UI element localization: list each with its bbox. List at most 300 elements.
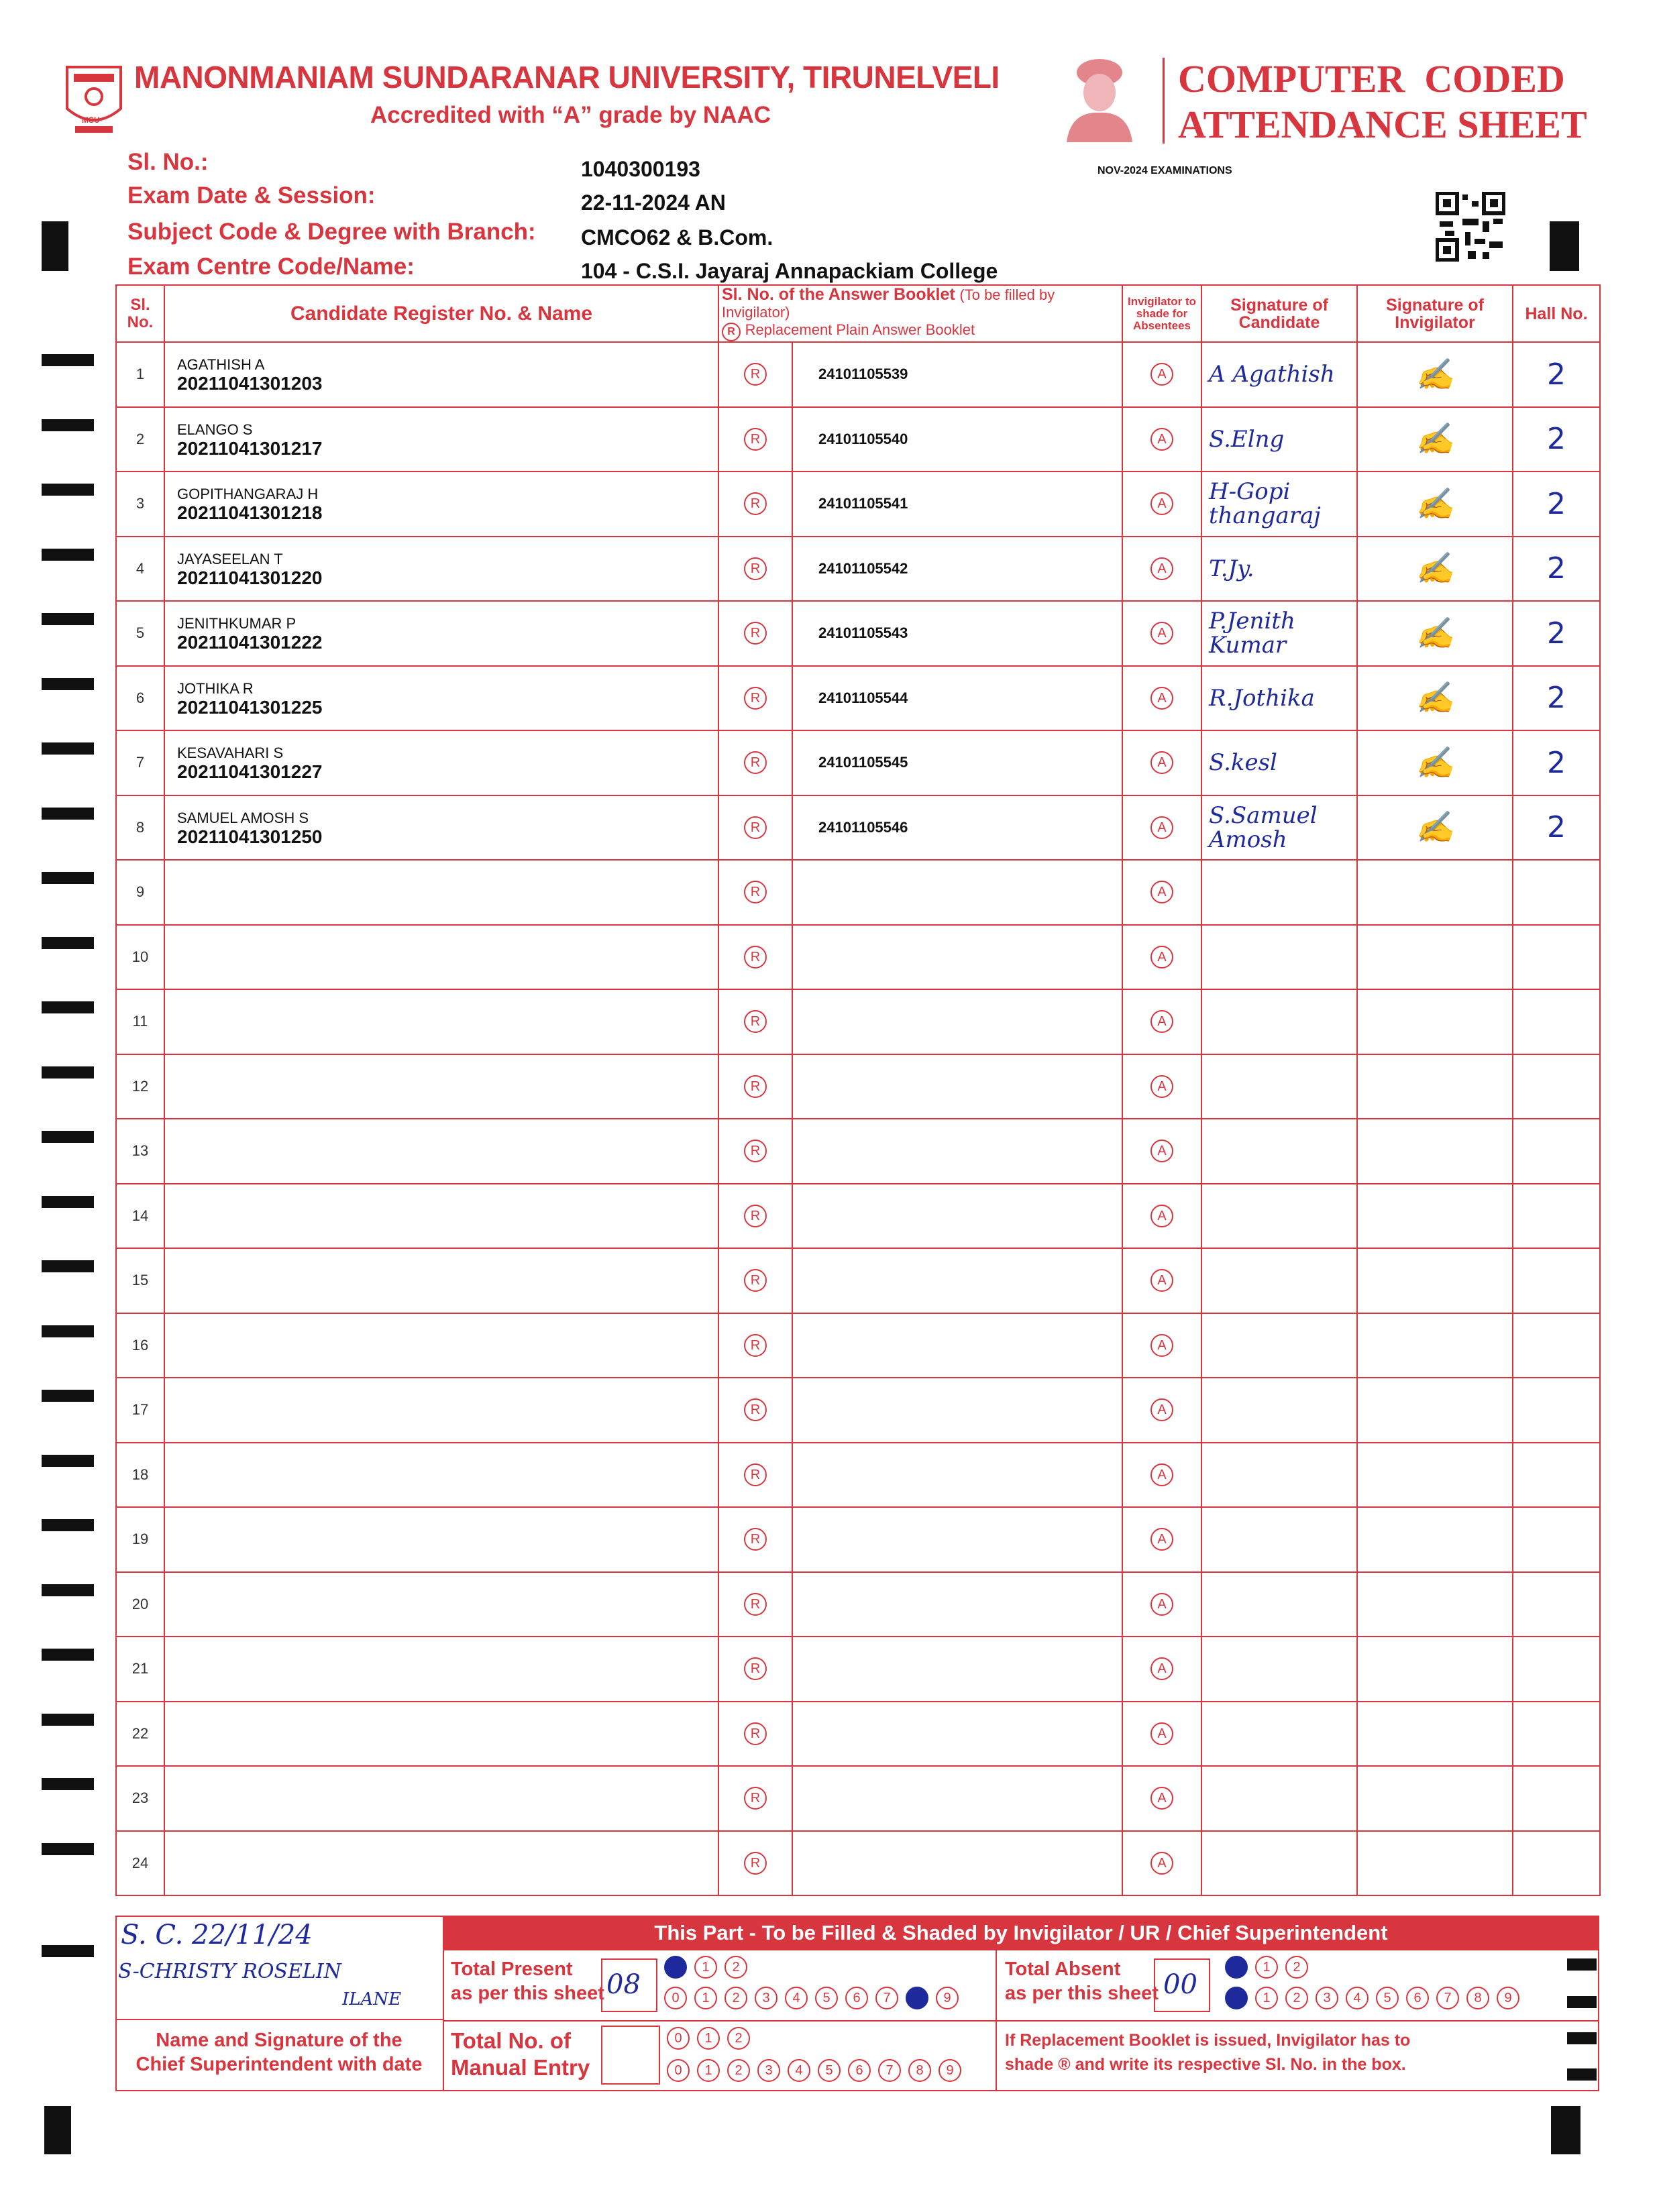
absent-bubble[interactable]: A [1150, 816, 1173, 839]
absent-bubble[interactable]: A [1150, 946, 1173, 969]
booklet-no[interactable]: 24101105546 [792, 795, 1122, 861]
booklet-no[interactable]: 24101105541 [792, 472, 1122, 537]
absent-units-bubble-3[interactable]: 3 [1316, 1987, 1338, 2009]
absent-bubble[interactable]: A [1150, 1852, 1173, 1875]
table-row [116, 1378, 1600, 1443]
candidate-register-no: 20211041301250 [177, 826, 323, 847]
hall-no[interactable]: 2 [1513, 601, 1600, 666]
booklet-no[interactable] [792, 1572, 1122, 1637]
invigilator-signature[interactable] [1357, 1184, 1513, 1249]
replacement-bubble-cell[interactable] [718, 730, 792, 795]
present-units-bubble-8[interactable]: 8 [906, 1987, 928, 2009]
corner-mark-bottom-right [1551, 2106, 1580, 2154]
candidate-cell [164, 860, 718, 925]
absent-units-bubble-8[interactable]: 8 [1466, 1987, 1489, 2009]
replacement-bubble[interactable]: R [744, 428, 767, 451]
booklet-no[interactable] [792, 860, 1122, 925]
absent-bubble[interactable]: A [1150, 363, 1173, 386]
invigilator-signature[interactable]: ✍ [1357, 537, 1513, 602]
hall-no[interactable] [1513, 989, 1600, 1054]
subject-value: CMCO62 & B.Com. [581, 225, 773, 250]
replacement-bubble-cell[interactable] [718, 860, 792, 925]
hall-no[interactable] [1513, 1184, 1600, 1249]
replacement-bubble[interactable]: R [744, 1140, 767, 1162]
replacement-bubble[interactable]: R [744, 1269, 767, 1292]
booklet-no[interactable] [792, 925, 1122, 990]
replacement-note-1: If Replacement Booklet is issued, Invigilator has to [1005, 2031, 1411, 2050]
absent-bubble-cell[interactable] [1122, 666, 1201, 731]
replacement-bubble-cell[interactable] [718, 1443, 792, 1508]
hall-no[interactable] [1513, 1507, 1600, 1572]
manual-tens-bubble-2[interactable]: 2 [727, 2027, 750, 2050]
absent-bubble[interactable]: A [1150, 1075, 1173, 1098]
replacement-bubble[interactable]: R [744, 363, 767, 386]
invigilator-signature[interactable] [1357, 1443, 1513, 1508]
absent-bubble[interactable]: A [1150, 557, 1173, 580]
replacement-bubble[interactable]: R [744, 1463, 767, 1486]
sheet-title-line-2: ATTENDANCE SHEET [1178, 103, 1587, 146]
candidate-cell [164, 1313, 718, 1378]
absent-bubble[interactable]: A [1150, 1334, 1173, 1357]
candidate-signature[interactable] [1201, 1702, 1357, 1767]
chief-signature-line-2: S-CHRISTY ROSELIN [118, 1960, 341, 1983]
absent-bubble-cell[interactable] [1122, 537, 1201, 602]
candidate-cell [164, 1766, 718, 1831]
replacement-bubble[interactable]: R [744, 816, 767, 839]
absent-bubble-cell[interactable] [1122, 795, 1201, 861]
timing-mark [42, 354, 94, 366]
absent-bubble[interactable]: A [1150, 751, 1173, 774]
hall-no[interactable]: 2 [1513, 730, 1600, 795]
replacement-bubble-cell[interactable] [718, 795, 792, 861]
replacement-bubble[interactable]: R [744, 946, 767, 969]
absent-label-2: as per this sheet [1005, 1983, 1159, 2004]
candidate-cell [164, 407, 718, 472]
absent-bubble[interactable]: A [1150, 1010, 1173, 1033]
present-label-1: Total Present [451, 1958, 573, 1980]
candidate-signature[interactable] [1201, 925, 1357, 990]
replacement-bubble[interactable]: R [744, 1657, 767, 1680]
candidate-signature[interactable]: S.kesl [1201, 730, 1357, 795]
hall-no[interactable]: 2 [1513, 795, 1600, 861]
booklet-no[interactable]: 24101105543 [792, 601, 1122, 666]
manual-units-bubble-3[interactable]: 3 [757, 2059, 780, 2082]
candidate-cell [164, 472, 718, 537]
row-sl: 24 [116, 1831, 164, 1896]
absent-bubble-cell[interactable] [1122, 730, 1201, 795]
absent-bubble[interactable]: A [1150, 492, 1173, 515]
hall-no[interactable]: 2 [1513, 472, 1600, 537]
university-name: MANONMANIAM SUNDARANAR UNIVERSITY, TIRUNELVELI [134, 60, 1000, 95]
replacement-bubble-cell[interactable] [718, 1766, 792, 1831]
candidate-signature[interactable] [1201, 1248, 1357, 1313]
candidate-signature[interactable] [1201, 1054, 1357, 1119]
booklet-no[interactable] [792, 1507, 1122, 1572]
replacement-bubble[interactable]: R [744, 687, 767, 710]
candidate-cell [164, 342, 718, 407]
table-row [116, 730, 1600, 795]
candidate-signature[interactable] [1201, 1443, 1357, 1508]
manual-units-bubble-7[interactable]: 7 [878, 2059, 901, 2082]
hall-no[interactable] [1513, 1572, 1600, 1637]
candidate-signature[interactable]: T.Jy. [1201, 537, 1357, 602]
sl-no-label: Sl. No.: [127, 149, 209, 175]
absent-bubble-cell[interactable] [1122, 1637, 1201, 1702]
absent-tens-bubble-0[interactable]: 0 [1225, 1956, 1248, 1979]
replacement-bubble-cell[interactable] [718, 407, 792, 472]
replacement-bubble[interactable]: R [744, 1787, 767, 1810]
replacement-bubble-cell[interactable] [718, 342, 792, 407]
absent-bubble-cell[interactable] [1122, 1831, 1201, 1896]
absent-units-bubble-2[interactable]: 2 [1285, 1987, 1308, 2009]
header-divider [1163, 58, 1165, 144]
booklet-no[interactable] [792, 1184, 1122, 1249]
manual-units-bubble-0[interactable]: 0 [667, 2059, 690, 2082]
replacement-bubble-cell[interactable] [718, 1054, 792, 1119]
manual-units-bubble-9[interactable]: 9 [939, 2059, 961, 2082]
row-sl: 17 [116, 1378, 164, 1443]
hall-no[interactable] [1513, 1119, 1600, 1184]
replacement-bubble[interactable]: R [744, 492, 767, 515]
candidate-signature[interactable] [1201, 1313, 1357, 1378]
candidate-signature[interactable] [1201, 1637, 1357, 1702]
present-units-bubble-4[interactable]: 4 [785, 1987, 808, 2009]
candidate-name: ELANGO S [177, 421, 253, 438]
hall-no[interactable]: 2 [1513, 342, 1600, 407]
absent-tens-bubbles[interactable] [1225, 1956, 1316, 1979]
absent-units-bubble-4[interactable]: 4 [1346, 1987, 1369, 2009]
replacement-bubble[interactable]: R [744, 1075, 767, 1098]
timing-mark [42, 419, 94, 431]
replacement-bubble[interactable]: R [744, 1010, 767, 1033]
invigilator-signature[interactable] [1357, 1119, 1513, 1184]
absent-bubble-cell[interactable] [1122, 989, 1201, 1054]
replacement-bubble-cell[interactable] [718, 925, 792, 990]
replacement-bubble-cell[interactable] [718, 1378, 792, 1443]
table-row [116, 989, 1600, 1054]
absent-bubble[interactable]: A [1150, 428, 1173, 451]
row-sl: 14 [116, 1184, 164, 1249]
absent-bubble-cell[interactable] [1122, 1507, 1201, 1572]
invigilator-signature[interactable] [1357, 925, 1513, 990]
replacement-bubble-cell[interactable] [718, 1119, 792, 1184]
invigilator-signature[interactable] [1357, 1248, 1513, 1313]
absent-bubble-cell[interactable] [1122, 1119, 1201, 1184]
present-tens-bubble-0[interactable]: 0 [664, 1956, 687, 1979]
absent-bubble-cell[interactable] [1122, 1054, 1201, 1119]
exam-label: NOV-2024 EXAMINATIONS [1097, 165, 1232, 176]
col-replacement: Replacement Plain Answer Booklet [745, 321, 975, 338]
invigilator-signature[interactable] [1357, 1766, 1513, 1831]
booklet-no[interactable] [792, 1443, 1122, 1508]
present-units-bubble-7[interactable]: 7 [875, 1987, 898, 2009]
absent-tens-bubble-2[interactable]: 2 [1285, 1956, 1308, 1979]
invigilator-signature[interactable] [1357, 1054, 1513, 1119]
corner-mark-bottom-left [44, 2106, 71, 2154]
timing-mark [42, 1260, 94, 1272]
booklet-no[interactable] [792, 1054, 1122, 1119]
replacement-bubble[interactable]: R [744, 557, 767, 580]
footer-banner-text: This Part - To be Filled & Shaded by Invigilator / UR / Chief Superintendent [654, 1921, 1388, 1944]
candidate-signature[interactable]: S.Samuel Amosh [1201, 795, 1357, 861]
table-row [116, 1313, 1600, 1378]
replacement-bubble[interactable]: R [744, 1722, 767, 1745]
absent-bubble-cell[interactable] [1122, 1702, 1201, 1767]
invigilator-signature[interactable] [1357, 1507, 1513, 1572]
manual-box[interactable] [601, 2026, 660, 2085]
candidate-signature[interactable] [1201, 1378, 1357, 1443]
absent-tens-bubble-1[interactable]: 1 [1255, 1956, 1278, 1979]
absent-units-bubbles[interactable] [1225, 1987, 1527, 2009]
manual-units-bubble-6[interactable]: 6 [848, 2059, 871, 2082]
replacement-bubble-cell[interactable] [718, 472, 792, 537]
absent-bubble[interactable]: A [1150, 1593, 1173, 1616]
attendance-table [115, 284, 1601, 1896]
manual-tens-bubble-0[interactable]: 0 [667, 2027, 690, 2050]
row-sl: 22 [116, 1702, 164, 1767]
corner-mark-top-right [1550, 221, 1579, 271]
present-units-bubble-9[interactable]: 9 [936, 1987, 959, 2009]
invigilator-signature[interactable] [1357, 1313, 1513, 1378]
absent-bubble[interactable]: A [1150, 1205, 1173, 1227]
absent-bubble-cell[interactable] [1122, 601, 1201, 666]
invigilator-signature[interactable] [1357, 989, 1513, 1054]
invigilator-signature[interactable] [1357, 1637, 1513, 1702]
absent-units-bubble-7[interactable]: 7 [1436, 1987, 1459, 2009]
table-row [116, 601, 1600, 666]
candidate-register-no: 20211041301220 [177, 567, 323, 588]
absent-units-bubble-1[interactable]: 1 [1255, 1987, 1278, 2009]
hall-no[interactable] [1513, 860, 1600, 925]
absent-bubble-cell[interactable] [1122, 1572, 1201, 1637]
hall-no[interactable] [1513, 1637, 1600, 1702]
absent-bubble[interactable]: A [1150, 1657, 1173, 1680]
candidate-register-no: 20211041301217 [177, 437, 323, 459]
university-logo [62, 62, 126, 137]
booklet-no[interactable]: 24101105540 [792, 407, 1122, 472]
booklet-no[interactable] [792, 1313, 1122, 1378]
present-tens-bubbles[interactable] [664, 1956, 755, 1979]
replacement-bubble-cell[interactable] [718, 1184, 792, 1249]
invigilator-signature[interactable] [1357, 1831, 1513, 1896]
replacement-bubble-cell[interactable] [718, 1572, 792, 1637]
absent-bubble[interactable]: A [1150, 1269, 1173, 1292]
hall-no[interactable] [1513, 1378, 1600, 1443]
invigilator-signature[interactable] [1357, 1378, 1513, 1443]
replacement-bubble-cell[interactable] [718, 1702, 792, 1767]
replacement-bubble[interactable]: R [744, 751, 767, 774]
table-row [116, 1054, 1600, 1119]
replacement-bubble[interactable]: R [744, 881, 767, 903]
present-units-bubble-6[interactable]: 6 [845, 1987, 868, 2009]
candidate-register-no: 20211041301227 [177, 761, 323, 783]
absent-units-bubble-5[interactable]: 5 [1376, 1987, 1399, 2009]
row-sl: 19 [116, 1507, 164, 1572]
candidate-signature[interactable]: R.Jothika [1201, 666, 1357, 731]
candidate-signature[interactable]: S.Elng [1201, 407, 1357, 472]
absent-bubble[interactable]: A [1150, 881, 1173, 903]
candidate-signature[interactable] [1201, 1831, 1357, 1896]
absent-bubble[interactable]: A [1150, 687, 1173, 710]
booklet-no[interactable] [792, 1378, 1122, 1443]
timing-mark [42, 1714, 94, 1726]
absent-bubble[interactable]: A [1150, 622, 1173, 645]
hall-no[interactable] [1513, 925, 1600, 990]
timing-mark [42, 1066, 94, 1079]
candidate-signature[interactable]: P.Jenith Kumar [1201, 601, 1357, 666]
invigilator-signature[interactable]: ✍ [1357, 342, 1513, 407]
absent-units-bubble-6[interactable]: 6 [1406, 1987, 1429, 2009]
candidate-signature[interactable]: A Agathish [1201, 342, 1357, 407]
col-candidate: Candidate Register No. & Name [164, 285, 718, 342]
replacement-bubble[interactable]: R [744, 1205, 767, 1227]
replacement-bubble-cell[interactable] [718, 1831, 792, 1896]
col-sig-candidate: Signature of Candidate [1201, 285, 1357, 342]
row-sl: 15 [116, 1248, 164, 1313]
invigilator-signature[interactable]: ✍ [1357, 472, 1513, 537]
hall-no[interactable] [1513, 1443, 1600, 1508]
manual-units-bubble-8[interactable]: 8 [908, 2059, 931, 2082]
absent-bubble-cell[interactable] [1122, 1443, 1201, 1508]
hall-no[interactable] [1513, 1313, 1600, 1378]
replacement-bubble[interactable]: R [744, 1593, 767, 1616]
hall-no[interactable] [1513, 1831, 1600, 1896]
manual-tens-bubbles[interactable] [667, 2027, 757, 2050]
hall-no[interactable] [1513, 1054, 1600, 1119]
candidate-name: SAMUEL AMOSH S [177, 809, 309, 826]
candidate-register-no: 20211041301225 [177, 696, 323, 718]
absent-bubble-cell[interactable] [1122, 342, 1201, 407]
table-row [116, 1702, 1600, 1767]
booklet-no[interactable]: 24101105545 [792, 730, 1122, 795]
replacement-bubble[interactable]: R [744, 1334, 767, 1357]
invigilator-signature[interactable]: ✍ [1357, 795, 1513, 861]
booklet-no[interactable] [792, 1119, 1122, 1184]
hall-no[interactable] [1513, 1702, 1600, 1767]
footer-divider-h1 [115, 2019, 443, 2020]
portrait-image [1061, 55, 1138, 142]
booklet-no[interactable] [792, 1831, 1122, 1896]
absent-bubble-cell[interactable] [1122, 1313, 1201, 1378]
present-units-bubble-0[interactable]: 0 [664, 1987, 687, 2009]
replacement-bubble-cell[interactable] [718, 666, 792, 731]
replacement-bubble[interactable]: R [744, 1528, 767, 1551]
candidate-signature[interactable] [1201, 989, 1357, 1054]
booklet-no[interactable]: 24101105539 [792, 342, 1122, 407]
candidate-signature[interactable] [1201, 1184, 1357, 1249]
candidate-name: JENITHKUMAR P [177, 615, 297, 632]
row-sl: 4 [116, 537, 164, 602]
absent-bubble[interactable]: A [1150, 1528, 1173, 1551]
candidate-signature[interactable]: H-Gopi thangaraj [1201, 472, 1357, 537]
replacement-bubble[interactable]: R [744, 1398, 767, 1421]
sl-no-value: 1040300193 [581, 157, 700, 181]
hall-no[interactable]: 2 [1513, 407, 1600, 472]
replacement-bubble[interactable]: R [744, 622, 767, 645]
booklet-no[interactable] [792, 1702, 1122, 1767]
replacement-bubble-cell[interactable] [718, 1637, 792, 1702]
candidate-signature[interactable] [1201, 1507, 1357, 1572]
invigilator-signature[interactable] [1357, 860, 1513, 925]
replacement-bubble-cell[interactable] [718, 1248, 792, 1313]
present-units-bubble-3[interactable]: 3 [755, 1987, 778, 2009]
absent-bubble[interactable]: A [1150, 1140, 1173, 1162]
absent-bubble-cell[interactable] [1122, 1248, 1201, 1313]
manual-units-bubble-2[interactable]: 2 [727, 2059, 750, 2082]
exam-date-value: 22-11-2024 AN [581, 190, 726, 215]
absent-bubble[interactable]: A [1150, 1787, 1173, 1810]
hall-no[interactable] [1513, 1248, 1600, 1313]
candidate-signature[interactable] [1201, 1119, 1357, 1184]
booklet-no[interactable] [792, 1637, 1122, 1702]
present-units-bubble-1[interactable]: 1 [694, 1987, 717, 2009]
replacement-bubble-cell[interactable] [718, 537, 792, 602]
absent-bubble-cell[interactable] [1122, 1184, 1201, 1249]
manual-tens-bubble-1[interactable]: 1 [697, 2027, 720, 2050]
absent-bubble[interactable]: A [1150, 1398, 1173, 1421]
booklet-no[interactable]: 24101105542 [792, 537, 1122, 602]
invigilator-signature[interactable]: ✍ [1357, 666, 1513, 731]
candidate-cell [164, 989, 718, 1054]
present-tens-bubble-1[interactable]: 1 [694, 1956, 717, 1979]
booklet-no[interactable] [792, 1248, 1122, 1313]
invigilator-signature[interactable] [1357, 1572, 1513, 1637]
booklet-no[interactable] [792, 1766, 1122, 1831]
absent-bubble-cell[interactable] [1122, 1766, 1201, 1831]
candidate-signature[interactable] [1201, 860, 1357, 925]
invigilator-signature[interactable]: ✍ [1357, 601, 1513, 666]
booklet-no[interactable] [792, 989, 1122, 1054]
absent-value: 00 [1163, 1969, 1197, 2000]
manual-units-bubble-5[interactable]: 5 [818, 2059, 841, 2082]
candidate-signature[interactable] [1201, 1766, 1357, 1831]
absent-bubble[interactable]: A [1150, 1463, 1173, 1486]
manual-units-bubble-4[interactable]: 4 [788, 2059, 810, 2082]
absent-bubble-cell[interactable] [1122, 860, 1201, 925]
present-units-bubble-5[interactable]: 5 [815, 1987, 838, 2009]
candidate-signature[interactable] [1201, 1572, 1357, 1637]
manual-units-bubble-1[interactable]: 1 [697, 2059, 720, 2082]
present-tens-bubble-2[interactable]: 2 [725, 1956, 747, 1979]
replacement-bubble[interactable]: R [744, 1852, 767, 1875]
absent-units-bubble-0[interactable]: 0 [1225, 1987, 1248, 2009]
absent-bubble[interactable]: A [1150, 1722, 1173, 1745]
manual-units-bubbles[interactable] [667, 2059, 969, 2082]
present-units-bubble-2[interactable]: 2 [725, 1987, 747, 2009]
absent-bubble-cell[interactable] [1122, 407, 1201, 472]
candidate-register-no: 20211041301222 [177, 632, 323, 653]
col-hall: Hall No. [1513, 285, 1600, 342]
invigilator-signature[interactable]: ✍ [1357, 407, 1513, 472]
invigilator-signature[interactable]: ✍ [1357, 730, 1513, 795]
absent-bubble-cell[interactable] [1122, 1378, 1201, 1443]
absent-units-bubble-9[interactable]: 9 [1497, 1987, 1519, 2009]
candidate-name: KESAVAHARI S [177, 744, 284, 762]
replacement-bubble-cell[interactable] [718, 1313, 792, 1378]
absent-bubble-cell[interactable] [1122, 472, 1201, 537]
hall-no[interactable]: 2 [1513, 537, 1600, 602]
invigilator-signature[interactable] [1357, 1702, 1513, 1767]
hall-no[interactable] [1513, 1766, 1600, 1831]
timing-mark [42, 1390, 94, 1402]
replacement-bubble-cell[interactable] [718, 989, 792, 1054]
absent-bubble-cell[interactable] [1122, 925, 1201, 990]
hall-no[interactable]: 2 [1513, 666, 1600, 731]
booklet-no[interactable]: 24101105544 [792, 666, 1122, 731]
present-units-bubbles[interactable] [664, 1987, 966, 2009]
replacement-bubble-cell[interactable] [718, 1507, 792, 1572]
replacement-bubble-cell[interactable] [718, 601, 792, 666]
